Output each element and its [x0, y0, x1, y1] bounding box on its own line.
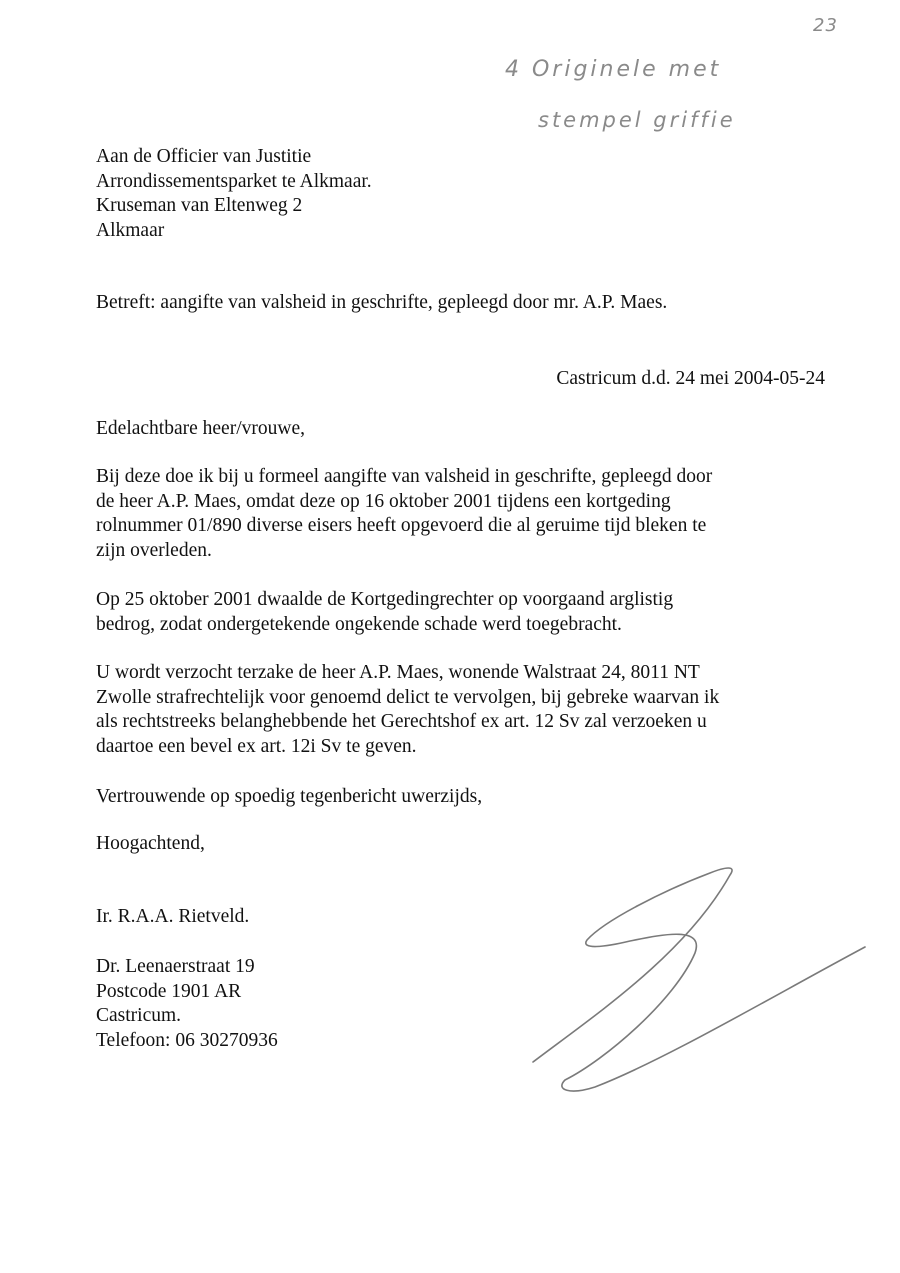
sender-address-line: Telefoon: 06 30270936: [96, 1029, 278, 1051]
paragraph-line: zijn overleden.: [96, 539, 212, 561]
paragraph-2: [96, 588, 673, 637]
subject-line: [96, 291, 667, 316]
paragraph-line: U wordt verzocht terzake de heer A.P. Maes, wonende Walstraat 24, 8011 NT: [96, 662, 700, 683]
paragraph-line: daartoe een bevel ex art. 12i Sv te geven.: [96, 735, 417, 757]
signer-name-text: Ir. R.A.A. Rietveld.: [96, 906, 250, 927]
subject-text: Betreft: aangifte van valsheid in geschrifte, gepleegd door mr. A.P. Maes.: [96, 292, 668, 313]
place-and-date: Castricum d.d. 24 mei 2004-05-24: [556, 368, 825, 389]
handwritten-signature: [525, 865, 870, 1100]
signer-name: [96, 905, 249, 930]
paragraph-3: [96, 661, 719, 759]
valediction: [96, 832, 205, 857]
sender-address-line: Dr. Leenaerstraat 19: [96, 956, 255, 977]
closing-remark-text: Vertrouwende op spoedig tegenbericht uwerzijds,: [96, 786, 483, 807]
sender-address-block: [96, 955, 278, 1053]
paragraph-line: als rechtstreeks belanghebbende het Gerechtshof ex art. 12 Sv zal verzoeken u: [96, 711, 707, 732]
signature-stroke: [533, 868, 865, 1091]
handwritten-note-line-2: stempel griffie: [538, 108, 736, 132]
salutation-text: Edelachtbare heer/vrouwe,: [96, 418, 305, 439]
paragraph-line: Op 25 oktober 2001 dwaalde de Kortgedingrechter op voorgaand arglistig: [96, 589, 674, 610]
handwritten-page-number: 23: [813, 15, 838, 36]
paragraph-line: rolnummer 01/890 diverse eisers heeft opgevoerd die al geruime tijd bleken te: [96, 515, 707, 536]
handwritten-note-line-1: 4 Originele met: [505, 57, 722, 82]
addressee-line: Kruseman van Eltenweg 2: [96, 195, 303, 216]
addressee-line: Alkmaar: [96, 219, 165, 241]
addressee-line: Arrondissementsparket te Alkmaar.: [96, 170, 372, 192]
paragraph-line: de heer A.P. Maes, omdat deze op 16 oktober 2001 tijdens een kortgeding: [96, 490, 671, 512]
paragraph-line: bedrog, zodat ondergetekende ongekende schade werd toegebracht.: [96, 613, 622, 635]
paragraph-line: Zwolle strafrechtelijk voor genoemd delict te vervolgen, bij gebreke waarvan ik: [96, 686, 720, 708]
sender-address-line: Castricum.: [96, 1005, 182, 1026]
closing-remark: [96, 785, 482, 810]
paragraph-line: Bij deze doe ik bij u formeel aangifte van valsheid in geschrifte, gepleegd door: [96, 466, 713, 487]
addressee-line: Aan de Officier van Justitie: [96, 146, 312, 167]
valediction-text: Hoogachtend,: [96, 833, 205, 854]
sender-address-line: Postcode 1901 AR: [96, 980, 242, 1002]
salutation: [96, 417, 305, 442]
paragraph-1: [96, 465, 712, 563]
addressee-block: [96, 145, 372, 243]
